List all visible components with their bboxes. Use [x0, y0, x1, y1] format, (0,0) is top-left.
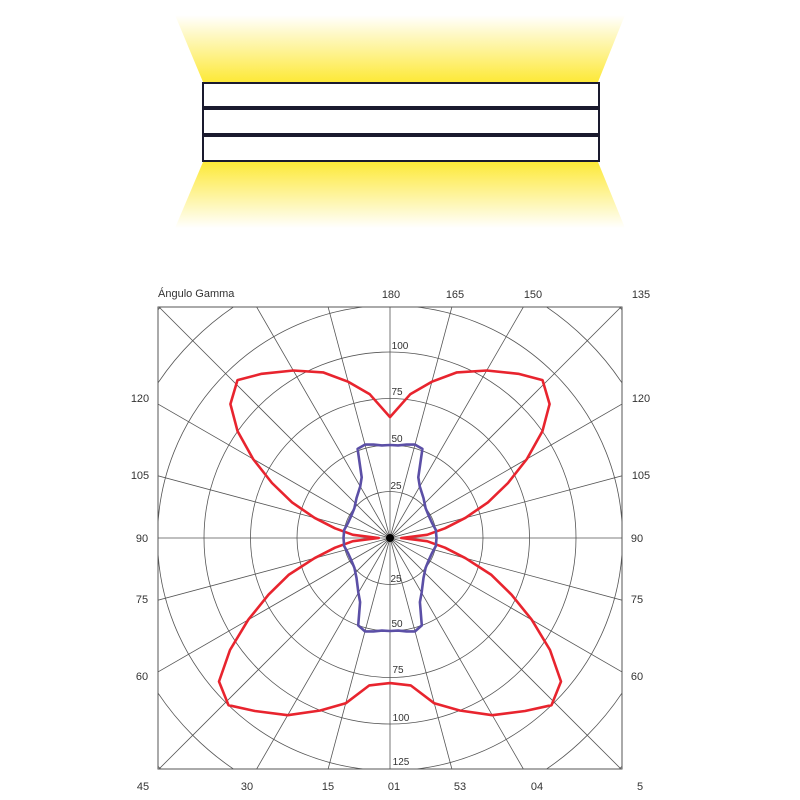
center-point	[386, 534, 394, 542]
left-label-90: 90	[135, 533, 149, 545]
radial-label-bottom-25: 25	[390, 574, 402, 585]
radial-label-bottom-50: 50	[391, 619, 403, 630]
right-label-105: 105	[631, 470, 651, 482]
upward-light-beam	[175, 15, 625, 82]
bottom-label-04: 04	[530, 781, 544, 793]
right-label-60: 60	[630, 671, 644, 683]
diagram-title: Ángulo Gamma	[158, 288, 235, 300]
radial-label-bottom-75: 75	[392, 665, 404, 676]
radial-label-bottom-100: 100	[392, 713, 410, 724]
bottom-label-30: 30	[240, 781, 254, 793]
radial-label-top-50: 50	[391, 434, 403, 445]
polar-photometric-diagram	[0, 270, 800, 800]
right-label-120: 120	[631, 393, 651, 405]
bottom-label-5: 5	[636, 781, 644, 793]
top-label-135: 135	[631, 289, 651, 301]
right-label-75: 75	[630, 594, 644, 606]
fixture-body-bottom	[203, 136, 599, 161]
right-label-90: 90	[630, 533, 644, 545]
luminaire-diagram	[0, 0, 800, 240]
radial-label-top-75: 75	[391, 387, 403, 398]
fixture-body-top	[203, 83, 599, 107]
top-label-180: 180	[381, 289, 401, 301]
radial-label-top-25: 25	[390, 481, 402, 492]
left-label-120: 120	[130, 393, 150, 405]
bottom-label-01: 01	[387, 781, 401, 793]
top-label-165: 165	[445, 289, 465, 301]
bottom-label-15: 15	[321, 781, 335, 793]
downward-light-beam	[175, 162, 625, 228]
left-label-105: 105	[130, 470, 150, 482]
radial-label-top-100: 100	[391, 341, 409, 352]
bottom-label-45: 45	[136, 781, 150, 793]
left-label-60: 60	[135, 671, 149, 683]
fixture-body-middle	[203, 109, 599, 134]
left-label-75: 75	[135, 594, 149, 606]
bottom-label-53: 53	[453, 781, 467, 793]
top-label-150: 150	[523, 289, 543, 301]
radial-label-bottom-125: 125	[392, 757, 410, 768]
